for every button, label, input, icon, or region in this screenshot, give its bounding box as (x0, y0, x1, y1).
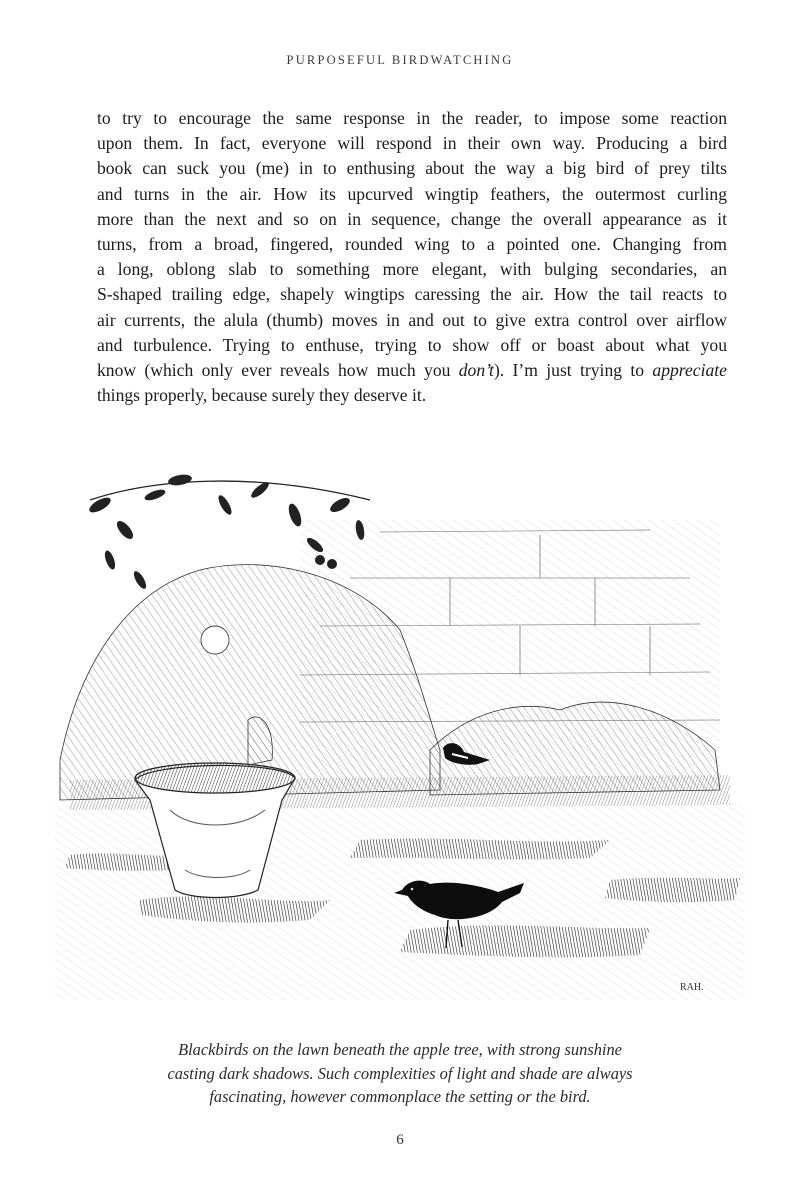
figure-caption (100, 1038, 700, 1109)
emphasis-dont: don’t (458, 360, 494, 381)
body-paragraph (97, 106, 727, 408)
body-line: and turbulence. Trying to enthuse, trying to show off or boast about what you (97, 334, 727, 355)
page-number: 6 (396, 1132, 404, 1148)
lawn (55, 805, 745, 1000)
caption-line: fascinating, however commonplace the setting or the bird. (209, 1087, 591, 1106)
artist-signature: RAH. (680, 982, 704, 993)
text-run: know (which only ever reveals how much you (97, 360, 459, 381)
body-line: and turns in the air. How its upcurved wingtip feathers, the outermost curling (97, 183, 727, 204)
blackbird-illustration (50, 460, 750, 1005)
emphasis-appreciate: appreciate (652, 360, 727, 381)
body-line: S-shaped trailing edge, shapely wingtips caressing the air. How the tail reacts to (97, 284, 727, 305)
body-line: more than the next and so on in sequence, change the overall appearance as it (97, 208, 727, 229)
body-line: things properly, because surely they deserve it. (97, 385, 427, 406)
caption-line: casting dark shadows. Such complexities of light and shade are always (167, 1063, 633, 1083)
text-run: ). I’m just trying to (493, 360, 653, 381)
caption-line: Blackbirds on the lawn beneath the apple tree, with strong sunshine (178, 1040, 622, 1059)
body-line: book can suck you (me) in to enthusing about the way a big bird of prey tilts (97, 158, 727, 179)
body-line (97, 358, 727, 383)
running-head: PURPOSEFUL BIRDWATCHING (286, 53, 514, 67)
body-line: air currents, the alula (thumb) moves in and out to give extra control over airflow (97, 309, 727, 330)
body-line: to try to encourage the same response in the reader, to impose some reaction (97, 108, 727, 128)
body-line: turns, from a broad, fingered, rounded wing to a pointed one. Changing from (97, 234, 727, 255)
body-line: upon them. In fact, everyone will respond in their own way. Producing a bird (97, 133, 727, 154)
body-line: a long, oblong slab to something more elegant, with bulging secondaries, an (97, 259, 727, 280)
